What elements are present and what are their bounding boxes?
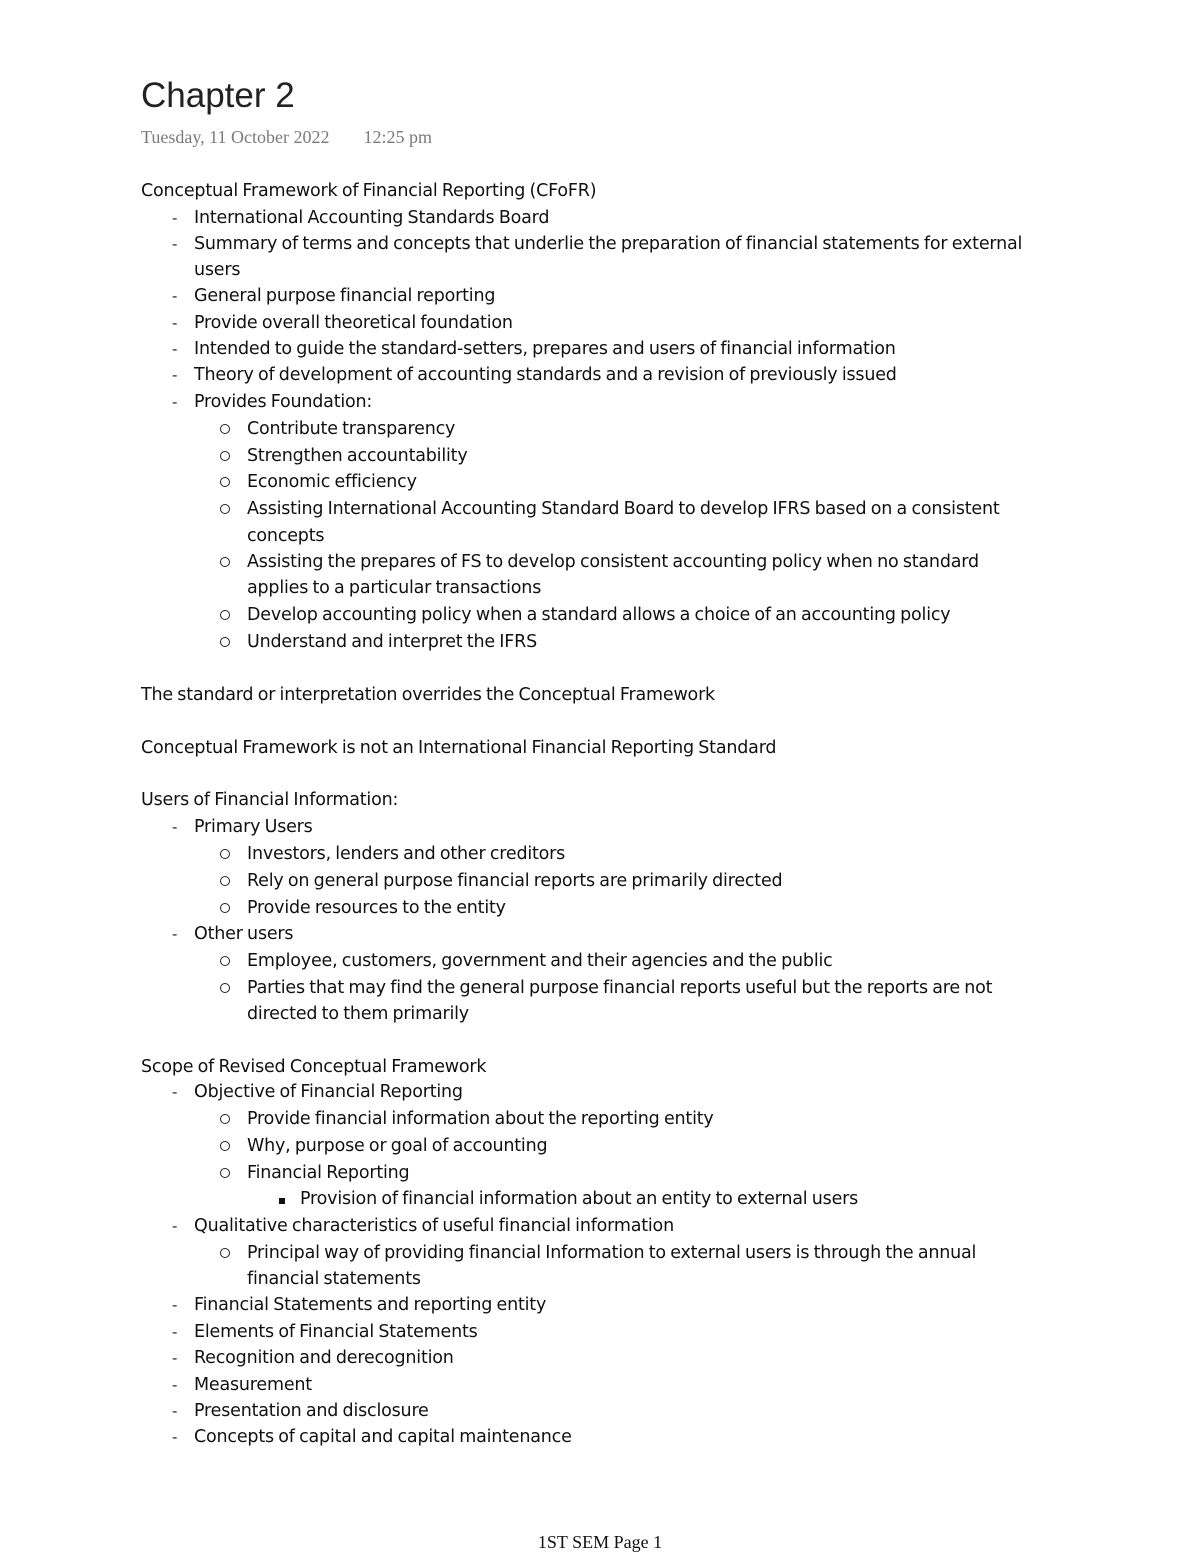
note-list-item: Primary Users [194, 817, 313, 837]
circle-bullet-icon [220, 868, 230, 894]
note-list-item: Measurement [194, 1375, 312, 1395]
note-list-item: Provision of financial information about an entity to external users [300, 1189, 859, 1209]
circle-bullet-icon [220, 496, 230, 522]
note-heading-line: Scope of Revised Conceptual Framework [141, 1057, 487, 1077]
circle-bullet-icon [220, 1160, 230, 1186]
note-list-item: Financial Reporting [247, 1163, 410, 1183]
note-list-item: Objective of Financial Reporting [194, 1082, 463, 1102]
note-list-item: directed to them primarily [247, 1004, 469, 1024]
note-heading-line: Users of Financial Information: [141, 790, 399, 810]
dash-bullet-icon: - [172, 1323, 178, 1341]
dash-bullet-icon: - [172, 209, 178, 227]
dash-bullet-icon: - [172, 366, 178, 384]
circle-bullet-icon [220, 602, 230, 628]
dash-bullet-icon: - [172, 1083, 178, 1101]
note-heading-line: Conceptual Framework is not an International Financial Reporting Standard [141, 738, 777, 758]
circle-bullet-icon [220, 1106, 230, 1132]
dash-bullet-icon: - [172, 1296, 178, 1314]
page-footer: 1ST SEM Page 1 [537, 1532, 663, 1552]
note-list-item: concepts [247, 526, 325, 546]
circle-bullet-icon [220, 1133, 230, 1159]
note-list-item: Elements of Financial Statements [194, 1322, 478, 1342]
circle-bullet-icon [220, 948, 230, 974]
note-list-item: Contribute transparency [247, 419, 456, 439]
note-list-item: Strengthen accountability [247, 446, 468, 466]
note-heading-line: Conceptual Framework of Financial Reporting (CFoFR) [141, 181, 597, 201]
note-list-item: Provide overall theoretical foundation [194, 313, 513, 333]
note-list-item: Financial Statements and reporting entity [194, 1295, 547, 1315]
note-list-item: Why, purpose or goal of accounting [247, 1136, 548, 1156]
note-list-item: Provide financial information about the reporting entity [247, 1109, 714, 1129]
note-list-item: Understand and interpret the IFRS [247, 632, 537, 652]
circle-bullet-icon [220, 895, 230, 921]
note-list-item: Provide resources to the entity [247, 898, 506, 918]
dash-bullet-icon: - [172, 1376, 178, 1394]
circle-bullet-icon [220, 469, 230, 495]
note-list-item: Principal way of providing financial Information to external users is through the annual [247, 1243, 977, 1263]
note-list-item: Presentation and disclosure [194, 1401, 429, 1421]
note-list-item: Parties that may find the general purpose financial reports useful but the reports are not [247, 978, 993, 998]
note-list-item: users [194, 260, 241, 280]
dash-bullet-icon: - [172, 1428, 178, 1446]
circle-bullet-icon [220, 841, 230, 867]
page-timestamp [141, 127, 432, 148]
note-list-item: Assisting the prepares of FS to develop consistent accounting policy when no standard [247, 552, 979, 572]
dash-bullet-icon: - [172, 1349, 178, 1367]
note-list-item: Rely on general purpose financial reports are primarily directed [247, 871, 783, 891]
note-list-item: Summary of terms and concepts that underlie the preparation of financial statements for external [194, 234, 1023, 254]
note-heading-line: The standard or interpretation overrides the Conceptual Framework [141, 685, 715, 705]
dash-bullet-icon: - [172, 393, 178, 411]
circle-bullet-icon [220, 416, 230, 442]
circle-bullet-icon [220, 629, 230, 655]
note-list-item: General purpose financial reporting [194, 286, 496, 306]
circle-bullet-icon [220, 549, 230, 575]
note-list-item: Develop accounting policy when a standard allows a choice of an accounting policy [247, 605, 951, 625]
circle-bullet-icon [220, 1240, 230, 1266]
note-list-item: Provides Foundation: [194, 392, 373, 412]
note-list-item: Concepts of capital and capital maintenance [194, 1427, 572, 1447]
dash-bullet-icon: - [172, 1402, 178, 1420]
circle-bullet-icon [220, 443, 230, 469]
page-time: 12:25 pm [363, 127, 432, 147]
circle-bullet-icon [220, 975, 230, 1001]
note-list-item: Employee, customers, government and their agencies and the public [247, 951, 833, 971]
dash-bullet-icon: - [172, 287, 178, 305]
note-list-item: Other users [194, 924, 294, 944]
note-list-item: Economic efficiency [247, 472, 417, 492]
note-list-item: Assisting International Accounting Standard Board to develop IFRS based on a consistent [247, 499, 1000, 519]
note-list-item: Intended to guide the standard-setters, prepares and users of financial information [194, 339, 896, 359]
dash-bullet-icon: - [172, 235, 178, 253]
dash-bullet-icon: - [172, 340, 178, 358]
note-list-item: applies to a particular transactions [247, 578, 542, 598]
dash-bullet-icon: - [172, 314, 178, 332]
note-list-item: financial statements [247, 1269, 421, 1289]
page-date: Tuesday, 11 October 2022 [141, 127, 330, 147]
note-list-item: International Accounting Standards Board [194, 208, 550, 228]
dash-bullet-icon: - [172, 1217, 178, 1235]
note-list-item: Theory of development of accounting standards and a revision of previously issued [194, 365, 897, 385]
dash-bullet-icon: - [172, 925, 178, 943]
dash-bullet-icon: - [172, 818, 178, 836]
page-title: Chapter 2 [141, 76, 295, 115]
note-list-item: Qualitative characteristics of useful financial information [194, 1216, 674, 1236]
note-list-item: Investors, lenders and other creditors [247, 844, 566, 864]
square-bullet-icon [279, 1186, 285, 1212]
note-list-item: Recognition and derecognition [194, 1348, 454, 1368]
